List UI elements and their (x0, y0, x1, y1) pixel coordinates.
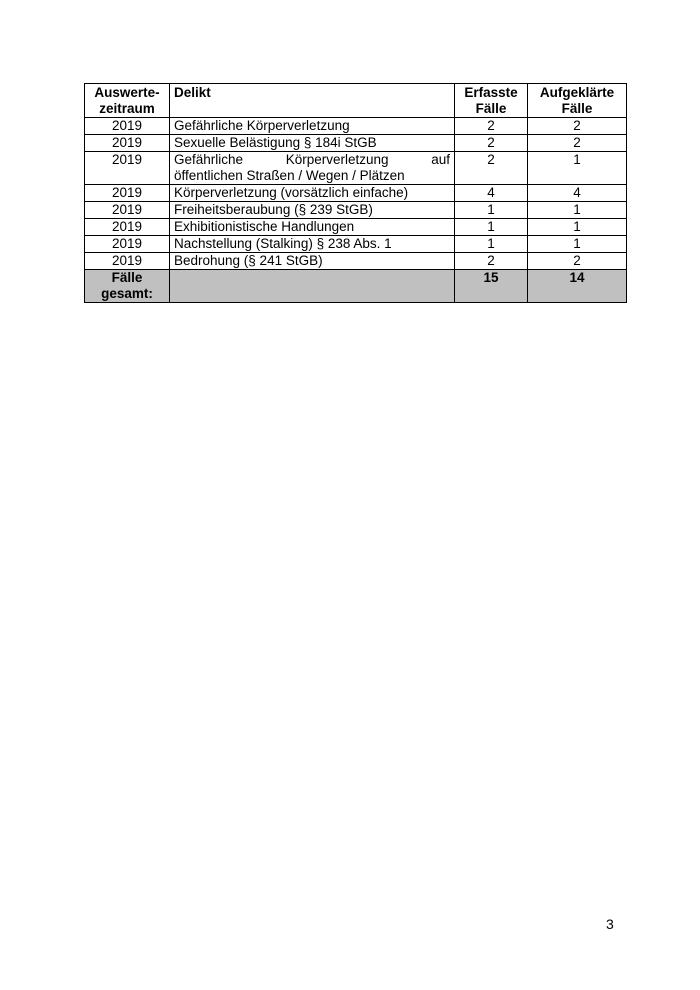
cell-offense: Exhibitionistische Handlungen (170, 219, 455, 236)
crime-statistics-table (84, 83, 627, 303)
cell-recorded: 1 (455, 202, 528, 219)
cell-solved: 2 (528, 253, 627, 270)
header-solved-cases: Aufgeklärte Fälle (528, 84, 627, 118)
header-offense: Delikt (170, 84, 455, 118)
table-row (85, 236, 627, 253)
cell-year: 2019 (85, 236, 170, 253)
cell-offense: Gefährliche Körperverletzung (170, 118, 455, 135)
table-header-row (85, 84, 627, 118)
cell-solved: 1 (528, 219, 627, 236)
cell-solved: 1 (528, 152, 627, 185)
cell-solved: 4 (528, 185, 627, 202)
cell-offense: Körperverletzung (vorsätzlich einfache) (170, 185, 455, 202)
cell-solved: 1 (528, 236, 627, 253)
cell-solved: 1 (528, 202, 627, 219)
cell-recorded: 2 (455, 135, 528, 152)
table-row (85, 253, 627, 270)
cell-year: 2019 (85, 152, 170, 185)
cell-recorded: 1 (455, 219, 528, 236)
cell-year: 2019 (85, 135, 170, 152)
table-row (85, 202, 627, 219)
header-period: Auswerte- zeitraum (85, 84, 170, 118)
cell-recorded: 2 (455, 253, 528, 270)
cell-offense: Sexuelle Belästigung § 184i StGB (170, 135, 455, 152)
table-row (85, 135, 627, 152)
table-row (85, 118, 627, 135)
page-number: 3 (606, 916, 614, 932)
cell-offense-line-2: öffentlichen Straßen / Wegen / Plätzen (174, 168, 405, 183)
total-label: Fälle gesamt: (85, 270, 170, 303)
header-recorded-cases: Erfasste Fälle (455, 84, 528, 118)
cell-solved: 2 (528, 135, 627, 152)
cell-offense: Nachstellung (Stalking) § 238 Abs. 1 (170, 236, 455, 253)
table-row (85, 152, 627, 185)
cell-year: 2019 (85, 185, 170, 202)
cell-recorded: 2 (455, 118, 528, 135)
table-row (85, 219, 627, 236)
cell-recorded: 4 (455, 185, 528, 202)
cell-year: 2019 (85, 202, 170, 219)
cell-offense (170, 152, 455, 185)
total-row (85, 270, 627, 303)
cell-year: 2019 (85, 118, 170, 135)
cell-recorded: 1 (455, 236, 528, 253)
table-row (85, 185, 627, 202)
cell-offense: Bedrohung (§ 241 StGB) (170, 253, 455, 270)
total-empty-cell (170, 270, 455, 303)
total-solved: 14 (528, 270, 627, 303)
cell-year: 2019 (85, 253, 170, 270)
cell-recorded: 2 (455, 152, 528, 185)
cell-offense-line-1: Gefährliche Körperverletzung auf (174, 152, 450, 167)
total-recorded: 15 (455, 270, 528, 303)
cell-solved: 2 (528, 118, 627, 135)
cell-offense: Freiheitsberaubung (§ 239 StGB) (170, 202, 455, 219)
cell-year: 2019 (85, 219, 170, 236)
